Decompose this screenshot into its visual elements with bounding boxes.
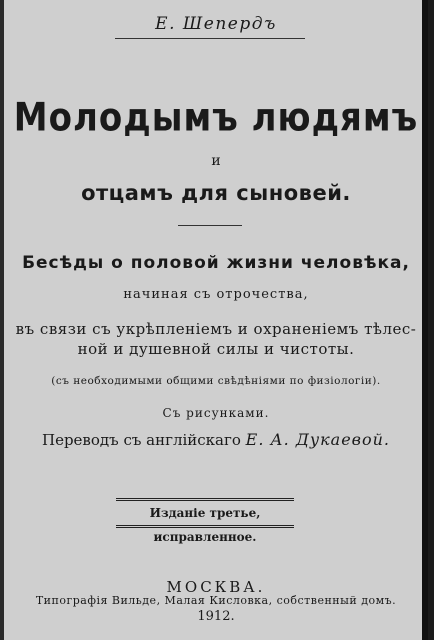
- translator-name: Е. А. Дукаевой.: [245, 430, 390, 449]
- physiology-note: (съ необходимыми общими свѣдѣніями по физіологіи).: [51, 375, 381, 387]
- book-title: Молодымъ людямъ: [13, 95, 419, 141]
- author-underline: [115, 38, 305, 39]
- section-divider: [178, 225, 242, 226]
- illustrations-note: Съ рисунками.: [162, 406, 270, 420]
- description-line-2: въ связи съ укрѣпленіемъ и охраненіемъ тѣлес-: [15, 320, 417, 338]
- translator-credit: [4, 430, 428, 449]
- right-page-edge: [422, 0, 428, 640]
- translation-prefix: Переводъ съ англійскаго: [41, 431, 241, 449]
- edition-box: Изданіе третье, исправленное.: [116, 498, 294, 528]
- description-line-3: ной и душевной силы и чистоты.: [77, 340, 355, 358]
- printing-house: Типографія Вильде, Малая Кисловка, собственный домъ.: [35, 594, 397, 607]
- book-subtitle: отцамъ для сыновей.: [81, 181, 351, 205]
- description-line-1: начиная съ отрочества,: [123, 287, 309, 302]
- author-name: Е. Шепердъ: [155, 14, 277, 34]
- publication-city: МОСКВА.: [166, 578, 266, 596]
- publication-year: 1912.: [197, 609, 235, 624]
- title-conjunction: и: [211, 153, 221, 169]
- description-heading: Бесѣды о половой жизни человѣка,: [22, 253, 410, 273]
- title-page: [4, 0, 428, 640]
